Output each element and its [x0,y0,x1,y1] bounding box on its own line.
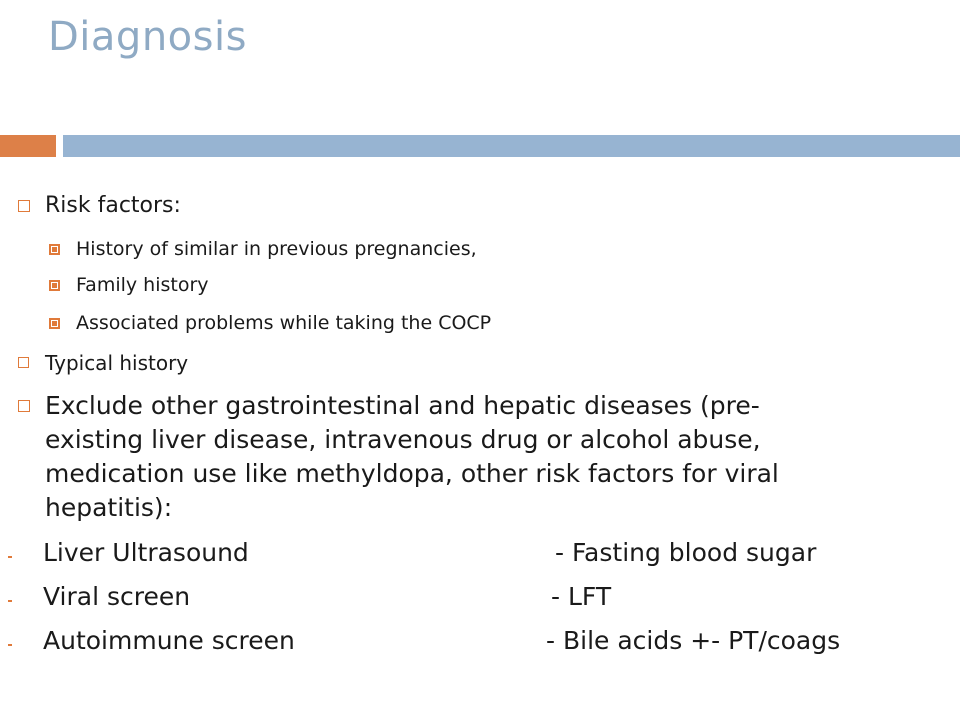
accent-bar-orange [0,135,56,157]
test-right-1: - Fasting blood sugar [555,538,817,567]
bullet-typical-history [18,351,188,375]
sub-bullet-history-similar [49,238,477,260]
test-left: Liver Ultrasound [43,538,249,567]
accent-bar-blue [63,135,960,157]
exclude-line: existing liver disease, intravenous drug or alcohol abuse, [45,425,761,454]
test-right-3: - Bile acids +- PT/coags [546,626,841,655]
filled-square-bullet-icon [49,318,60,329]
test-row-3 [8,624,295,658]
test-row-2 [8,580,190,614]
test-row-1 [8,536,249,570]
sub-bullet-text: History of similar in previous pregnancies, [76,238,477,260]
square-bullet-icon [18,400,30,412]
sub-bullet-text: Family history [76,274,209,296]
slide-title: Diagnosis [48,14,247,60]
test-left: Viral screen [43,582,191,611]
dash-bullet-icon [8,556,12,558]
test-right-2: - LFT [551,582,612,611]
filled-square-bullet-icon [49,280,60,291]
filled-square-bullet-icon [49,244,60,255]
typical-history-text: Typical history [45,351,189,375]
sub-bullet-text: Associated problems while taking the COCP [76,312,492,334]
exclude-line: hepatitis): [45,493,173,522]
exclude-line: Exclude other gastrointestinal and hepatic diseases (pre- [45,391,760,420]
bullet-risk-factors [18,193,181,218]
exclude-text-block [45,389,779,525]
bullet-exclude-diseases [18,389,779,525]
sub-bullet-cocp [49,312,491,334]
exclude-line: medication use like methyldopa, other risk factors for viral [45,459,779,488]
sub-bullet-family-history [49,274,209,296]
test-left: Autoimmune screen [43,626,295,655]
risk-factors-label: Risk factors: [45,193,181,218]
dash-bullet-icon [8,600,12,602]
square-bullet-icon [18,357,29,368]
dash-bullet-icon [8,644,12,646]
square-bullet-icon [18,200,30,212]
